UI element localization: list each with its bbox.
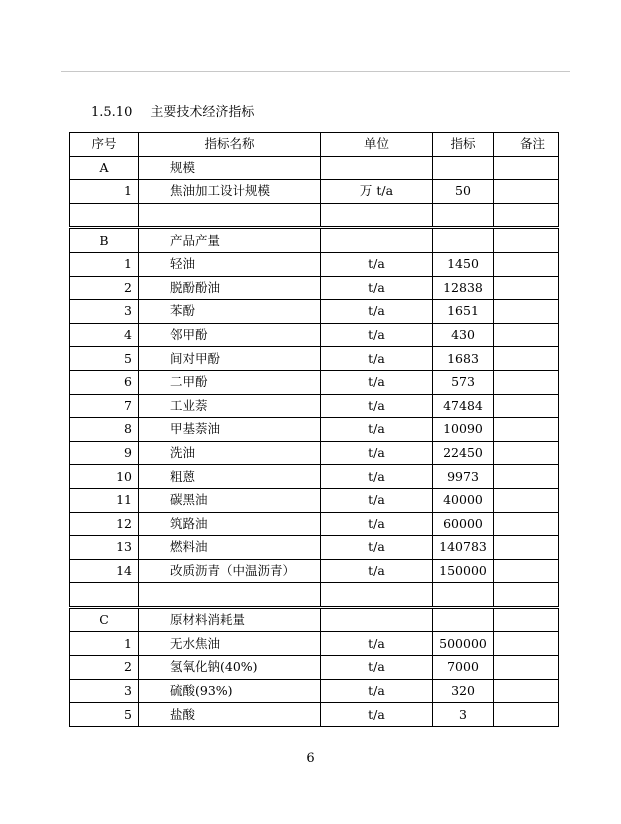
section-number: 1.5.10 (91, 105, 133, 120)
cell-unit: t/a (321, 323, 433, 347)
cell-name: 苯酚 (139, 300, 321, 324)
cell-name: 轻油 (139, 252, 321, 276)
blank-row (70, 583, 559, 608)
cell-name: 焦油加工设计规模 (139, 180, 321, 204)
cell-name: 改质沥青（中温沥青） (139, 559, 321, 583)
cell-no: 14 (70, 559, 139, 583)
cell-no: 3 (70, 300, 139, 324)
cell-name: 原材料消耗量 (139, 607, 321, 632)
cell-no: 2 (70, 656, 139, 680)
table-row (70, 656, 559, 680)
cell-no: 9 (70, 441, 139, 465)
table-header-row (70, 133, 559, 157)
cell-unit: t/a (321, 418, 433, 442)
cell-no: C (70, 607, 139, 632)
cell-unit: t/a (321, 370, 433, 394)
cell-no: 5 (70, 347, 139, 371)
cell-no: 2 (70, 276, 139, 300)
cell-no: 13 (70, 536, 139, 560)
cell-unit (321, 583, 433, 608)
cell-unit: t/a (321, 394, 433, 418)
cell-value: 140783 (433, 536, 494, 560)
cell-value: 47484 (433, 394, 494, 418)
cell-no: 4 (70, 323, 139, 347)
table-row (70, 632, 559, 656)
cell-name (139, 203, 321, 228)
cell-unit: t/a (321, 632, 433, 656)
table-row (70, 703, 559, 727)
cell-note (494, 607, 559, 632)
cell-no: A (70, 156, 139, 180)
cell-no: 12 (70, 512, 139, 536)
cell-name: 筑路油 (139, 512, 321, 536)
cell-unit (321, 228, 433, 253)
cell-value (433, 203, 494, 228)
cell-unit (321, 156, 433, 180)
cell-no: 11 (70, 488, 139, 512)
table-row (70, 465, 559, 489)
cell-name: 燃料油 (139, 536, 321, 560)
header-name: 指标名称 (139, 133, 321, 157)
cell-unit: t/a (321, 512, 433, 536)
cell-value: 1450 (433, 252, 494, 276)
cell-note (494, 252, 559, 276)
cell-note (494, 203, 559, 228)
cell-unit (321, 203, 433, 228)
section-row (70, 156, 559, 180)
section-heading (91, 101, 254, 120)
cell-value (433, 583, 494, 608)
header-note: 备注 (494, 133, 559, 157)
cell-value: 3 (433, 703, 494, 727)
cell-name: 氢氧化钠(40%) (139, 656, 321, 680)
cell-name: 碳黑油 (139, 488, 321, 512)
table-row (70, 300, 559, 324)
cell-unit: t/a (321, 536, 433, 560)
cell-unit: t/a (321, 300, 433, 324)
table-row (70, 536, 559, 560)
table-row (70, 394, 559, 418)
table-row (70, 488, 559, 512)
cell-unit: t/a (321, 252, 433, 276)
header-value: 指标 (433, 133, 494, 157)
cell-name: 邻甲酚 (139, 323, 321, 347)
cell-unit: t/a (321, 488, 433, 512)
cell-note (494, 703, 559, 727)
cell-note (494, 180, 559, 204)
cell-note (494, 488, 559, 512)
table-row (70, 418, 559, 442)
cell-name: 间对甲酚 (139, 347, 321, 371)
cell-unit: t/a (321, 276, 433, 300)
cell-note (494, 347, 559, 371)
cell-no: 1 (70, 632, 139, 656)
table-row (70, 276, 559, 300)
cell-value: 150000 (433, 559, 494, 583)
cell-note (494, 300, 559, 324)
cell-note (494, 228, 559, 253)
cell-name: 脱酚酚油 (139, 276, 321, 300)
cell-value: 430 (433, 323, 494, 347)
cell-no: B (70, 228, 139, 253)
cell-note (494, 441, 559, 465)
cell-no: 1 (70, 180, 139, 204)
header-no: 序号 (70, 133, 139, 157)
table-row (70, 370, 559, 394)
cell-name: 产品产量 (139, 228, 321, 253)
table-row (70, 252, 559, 276)
cell-value (433, 156, 494, 180)
cell-value: 22450 (433, 441, 494, 465)
cell-note (494, 156, 559, 180)
cell-value: 10090 (433, 418, 494, 442)
cell-unit: t/a (321, 656, 433, 680)
cell-value: 1683 (433, 347, 494, 371)
cell-note (494, 323, 559, 347)
cell-unit: t/a (321, 465, 433, 489)
cell-name: 硫酸(93%) (139, 679, 321, 703)
cell-unit (321, 607, 433, 632)
table-row (70, 323, 559, 347)
cell-unit: t/a (321, 441, 433, 465)
cell-name: 工业萘 (139, 394, 321, 418)
cell-no: 6 (70, 370, 139, 394)
cell-no: 1 (70, 252, 139, 276)
section-row (70, 228, 559, 253)
cell-unit: 万 t/a (321, 180, 433, 204)
cell-value: 500000 (433, 632, 494, 656)
table-row (70, 512, 559, 536)
cell-value: 7000 (433, 656, 494, 680)
cell-note (494, 536, 559, 560)
cell-note (494, 370, 559, 394)
cell-note (494, 632, 559, 656)
cell-unit: t/a (321, 679, 433, 703)
cell-name (139, 583, 321, 608)
cell-note (494, 656, 559, 680)
header-unit: 单位 (321, 133, 433, 157)
cell-value: 12838 (433, 276, 494, 300)
table-row (70, 679, 559, 703)
cell-no: 8 (70, 418, 139, 442)
cell-name: 甲基萘油 (139, 418, 321, 442)
indicator-table (69, 132, 559, 727)
cell-value (433, 228, 494, 253)
cell-value (433, 607, 494, 632)
cell-no (70, 583, 139, 608)
cell-no (70, 203, 139, 228)
cell-value: 320 (433, 679, 494, 703)
cell-note (494, 276, 559, 300)
cell-note (494, 418, 559, 442)
cell-name: 粗蒽 (139, 465, 321, 489)
cell-value: 50 (433, 180, 494, 204)
cell-note (494, 465, 559, 489)
cell-unit: t/a (321, 559, 433, 583)
section-title: 主要技术经济指标 (150, 105, 255, 120)
cell-value: 573 (433, 370, 494, 394)
cell-name: 洗油 (139, 441, 321, 465)
cell-note (494, 512, 559, 536)
cell-note (494, 394, 559, 418)
cell-value: 40000 (433, 488, 494, 512)
table-row (70, 347, 559, 371)
cell-no: 3 (70, 679, 139, 703)
cell-name: 无水焦油 (139, 632, 321, 656)
cell-value: 9973 (433, 465, 494, 489)
page-number: 6 (306, 751, 315, 766)
section-row (70, 607, 559, 632)
table-row (70, 180, 559, 204)
cell-note (494, 583, 559, 608)
cell-note (494, 679, 559, 703)
cell-note (494, 559, 559, 583)
table-row (70, 559, 559, 583)
cell-unit: t/a (321, 703, 433, 727)
cell-unit: t/a (321, 347, 433, 371)
cell-no: 10 (70, 465, 139, 489)
cell-value: 1651 (433, 300, 494, 324)
cell-no: 5 (70, 703, 139, 727)
table-row (70, 441, 559, 465)
cell-no: 7 (70, 394, 139, 418)
cell-name: 二甲酚 (139, 370, 321, 394)
header-rule (61, 71, 570, 72)
cell-name: 盐酸 (139, 703, 321, 727)
cell-value: 60000 (433, 512, 494, 536)
cell-name: 规模 (139, 156, 321, 180)
blank-row (70, 203, 559, 228)
